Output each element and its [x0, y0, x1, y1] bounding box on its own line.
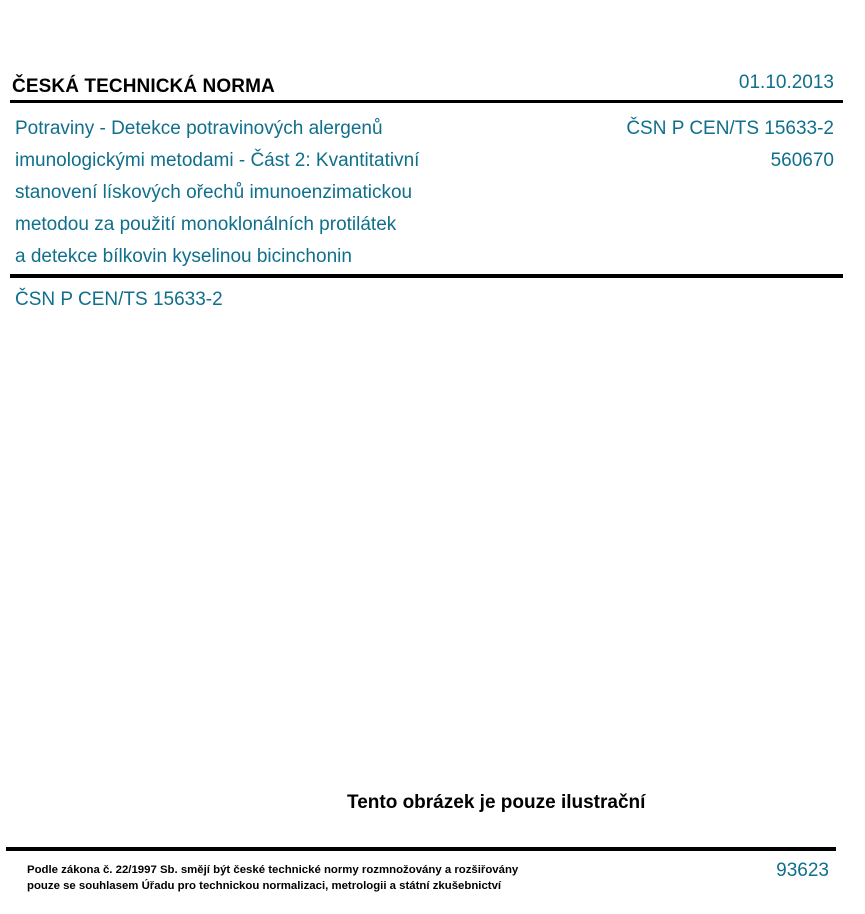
- standard-title: [15, 113, 495, 273]
- standard-codes: [626, 113, 834, 177]
- body-designation: ČSN P CEN/TS 15633-2: [15, 289, 223, 310]
- standard-title-line: Potraviny - Detekce potravinových alergenů: [15, 118, 383, 139]
- standard-title-line: imunologickými metodami - Část 2: Kvantitativní: [15, 150, 420, 171]
- legal-notice-line: Podle zákona č. 22/1997 Sb. smějí být české technické normy rozmnožovány a rozšiřovány: [27, 864, 519, 876]
- norm-type-heading: ČESKÁ TECHNICKÁ NORMA: [12, 76, 275, 97]
- legal-notice: [27, 862, 518, 894]
- illustrative-notice: Tento obrázek je pouze ilustrační: [347, 792, 646, 813]
- classification-code: 560670: [770, 150, 834, 171]
- footer-divider: [6, 847, 836, 851]
- standard-designation: ČSN P CEN/TS 15633-2: [626, 118, 834, 139]
- standard-title-line: metodou za použití monoklonálních protilátek: [15, 214, 397, 235]
- title-divider: [10, 274, 843, 278]
- standard-title-line: a detekce bílkovin kyselinou bicinchonin: [15, 246, 352, 267]
- standard-title-line: stanovení lískových ořechů imunoenzimatickou: [15, 182, 413, 203]
- catalog-number: 93623: [776, 860, 829, 881]
- publication-date: 01.10.2013: [738, 72, 834, 93]
- legal-notice-line: pouze se souhlasem Úřadu pro technickou normalizaci, metrologii a státní zkušebnictví: [27, 880, 502, 892]
- header-divider: [10, 100, 843, 103]
